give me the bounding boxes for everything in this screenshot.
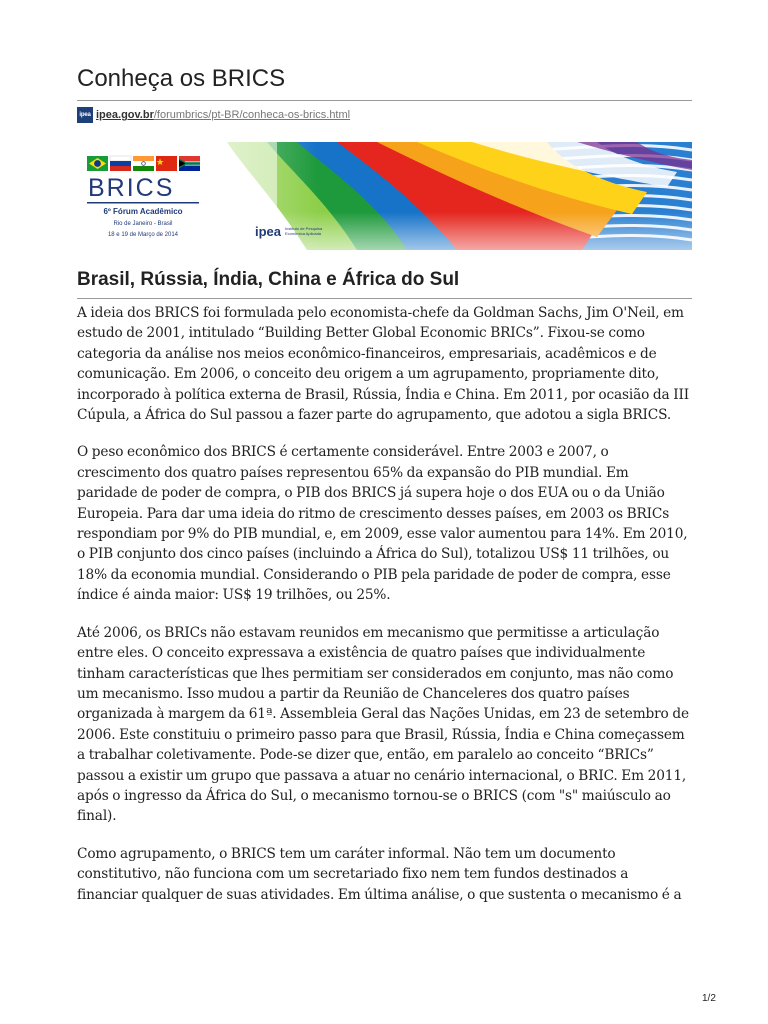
subtitle-divider [77, 298, 692, 299]
ipea-subtext-2: Econômica Aplicada [285, 231, 322, 236]
section-subtitle: Brasil, Rússia, Índia, China e África do Sul [77, 269, 460, 290]
india-flag-icon [133, 156, 154, 171]
south-africa-flag-icon [179, 156, 200, 171]
russia-flag-icon [110, 156, 131, 171]
paragraph-3: Até 2006, os BRICs não estavam reunidos em mecanismo que permitisse a articulação entre eles. O conceito expressava a existência de quatro países que individualmente tinham características que lhes permitiam ser considerados em conjunto, mas não como um mecanismo. Isso mudou a partir da Reunião de Chanceleres dos quatro países organizada à margem da 61ª. Assembleia Geral das Nações Unidas, em 23 de setembro de 2006. Este constituiu o primeiro passo para que Brasil, Rússia, Índia e China começassem a trabalhar coletivamente. Pode-se dizer que, então, em paralelo ao conceito “BRICs” passou a existir um grupo que passava a atuar no cenário internacional, o BRIC. Em 2011, após o ingresso da África do Sul, o mecanismo tornou-se o BRICS (com "s" maiúsculo ao final). [77, 624, 689, 825]
forum-dates: 18 e 19 de Março de 2014 [107, 232, 179, 238]
page-number: 1/2 [702, 993, 716, 1004]
ipea-logo: ipea [255, 224, 282, 239]
ipea-favicon-icon: ipea [77, 107, 93, 123]
paragraph-2: O peso econômico dos BRICS é certamente considerável. Entre 2003 e 2007, o crescimento dos quatro países representou 65% da expansão do PIB mundial. Em paridade de poder de compra, o PIB dos BRICS já supera hoje o dos EUA ou o da União Europeia. Para dar uma ideia do ritmo de crescimento desses países, em 2003 os BRICs respondiam por 9% do PIB mundial, e, em 2009, esse valor aumentou para 14%. Em 2010, o PIB conjunto dos cinco países (incluindo a África do Sul), totalizou US$ 11 trilhões, ou 18% da economia mundial. Considerando o PIB pela paridade de poder de compra, esse índice é ainda maior: US$ 19 trilhões, ou 25%. [77, 444, 688, 604]
source-path[interactable]: /forumbrics/pt-BR/conheca-os-brics.html [153, 109, 351, 121]
forum-name: 6º Fórum Acadêmico [103, 207, 183, 216]
page-title: Conheça os BRICS [77, 65, 286, 92]
banner-artwork [77, 142, 692, 250]
ipea-subtext-1: Instituto de Pesquisa [285, 226, 323, 231]
title-divider [77, 100, 692, 101]
source-domain[interactable]: ipea.gov.br [96, 109, 154, 121]
brics-forum-banner [77, 142, 692, 250]
forum-location: Rio de Janeiro - Brasil [113, 221, 173, 227]
article-body [77, 303, 692, 922]
paragraph-4: Como agrupamento, o BRICS tem um caráter informal. Não tem um documento constitutivo, não funciona com um secretariado fixo nem tem fundos destinados a financiar qualquer de suas atividades. Em última análise, o que sustenta o mecanismo é a [77, 845, 682, 903]
brics-logo-text: BRICS [88, 174, 175, 202]
brazil-flag-icon [87, 156, 108, 171]
source-link[interactable] [77, 107, 350, 123]
paragraph-1: A ideia dos BRICS foi formulada pelo economista-chefe da Goldman Sachs, Jim O'Neil, em estudo de 2001, intitulado “Building Better Global Economic BRICs”. Fixou-se como categoria da análise nos meios econômico-financeiros, empresariais, acadêmicos e de comunicação. Em 2006, o conceito deu origem a um agrupamento, propriamente dito, incorporado à política externa de Brasil, Rússia, Índia e China. Em 2011, por ocasião da III Cúpula, a África do Sul passou a fazer parte do agrupamento, que adotou a sigla BRICS. [77, 305, 690, 424]
china-flag-icon [156, 156, 177, 171]
